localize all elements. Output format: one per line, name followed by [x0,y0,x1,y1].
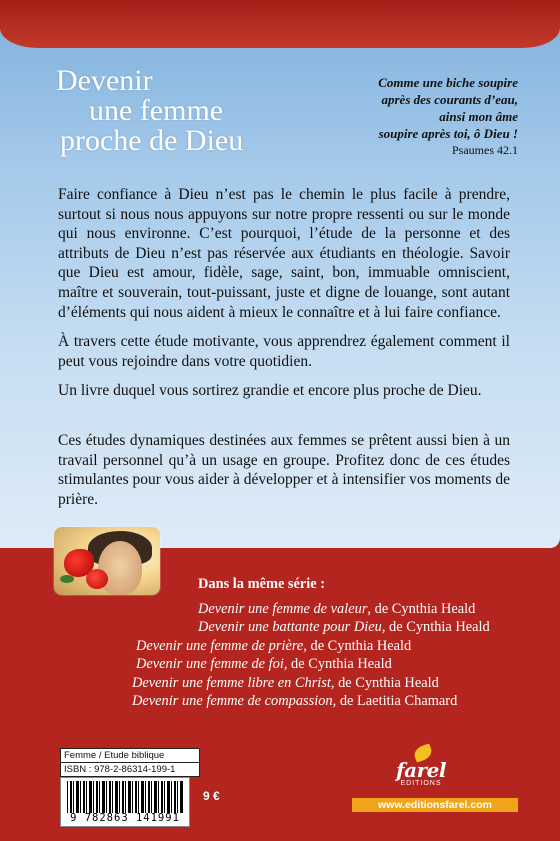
series-item-title: Devenir une femme de foi [136,656,284,672]
publisher-logo [386,748,456,788]
series-item-title: Devenir une battante pour Dieu [198,619,382,635]
series-item [136,637,536,656]
paragraph-2: À travers cette étude motivante, vous apprendrez également comment il peut vous rejoindre dans votre quotidien. [58,333,510,370]
series-item [198,600,536,619]
title-line-2: une femme [89,94,224,127]
title-line-1: Devenir [56,64,153,97]
series-item-author: , de Cynthia Heald [381,619,490,635]
price-label: 9 € [203,789,220,803]
quote-line-1: Comme une biche soupire [378,75,518,90]
series-item-author: , de Cynthia Heald [283,656,392,672]
rose-bud-icon [86,569,108,589]
series-item [198,618,536,637]
quote-line-3: ainsi mon âme [439,109,518,124]
top-red-band [0,0,560,48]
series-item-author: , de Cynthia Heald [367,600,476,617]
series-item-author: , de Cynthia Heald [330,674,439,691]
barcode [60,777,190,827]
same-series-list [132,575,536,711]
series-item [132,692,536,711]
series-item-title: Devenir une femme libre en Christ [132,674,331,691]
paragraph-4: Ces études dynamiques destinées aux femmes se prêtent aussi bien à un travail personnel qu’à un usage en groupe. Profitez donc de ces études stimulantes pour vous aider à développer et à intensifier vos moments de prière. [58,431,510,508]
leaf-icon [60,575,74,583]
book-title [56,66,243,156]
series-item-title: Devenir une femme de prière [136,637,304,654]
series-item-author: , de Cynthia Heald [303,637,412,654]
epigraph-quote [318,74,518,159]
publisher-sub: EDITIONS [400,780,442,787]
book-isbn: ISBN : 978-2-86314-199-1 [64,764,176,775]
paragraph-1: Faire confiance à Dieu n’est pas le chemin le plus facile à prendre, surtout si nous nous appuyons sur notre propre ressenti ou sur le monde qui nous environne. C’est pourquoi, l’étude de la personne et des attributs de Dieu n’est pas réservée aux étudiants en théologie. Savoir que Dieu est amour, fidèle, sage, saint, bon, immuable omniscient, maître et souverain, tout-puissant, juste et digne de louange, sont autant d’éléments qui nous aident à mieux le connaître et à lui faire confiance. [58,186,510,321]
series-item [136,655,536,674]
publisher-name: farel [396,758,446,782]
series-heading: Dans la même série : [198,576,326,592]
publisher-url[interactable]: www.editionsfarel.com [352,798,518,812]
quote-line-4: soupire après toi, ô Dieu ! [378,126,518,141]
barcode-bars-icon [67,781,183,813]
back-cover-description [58,185,510,519]
title-line-3: proche de Dieu [60,124,244,157]
quote-reference: Psaumes 42.1 [452,143,518,157]
series-item [132,674,536,693]
series-item-title: Devenir une femme de valeur [198,600,368,617]
quote-line-2: après des courants d’eau, [381,92,518,107]
series-item-author: , de Laetitia Chamard [332,693,458,709]
series-item-title: Devenir une femme de compassion [132,693,333,709]
paragraph-3: Un livre duquel vous sortirez grandie et encore plus proche de Dieu. [58,382,482,400]
book-info-box [60,748,200,777]
barcode-digits: 9 782863 141991 [70,812,180,824]
book-category: Femme / Etude biblique [61,749,199,763]
